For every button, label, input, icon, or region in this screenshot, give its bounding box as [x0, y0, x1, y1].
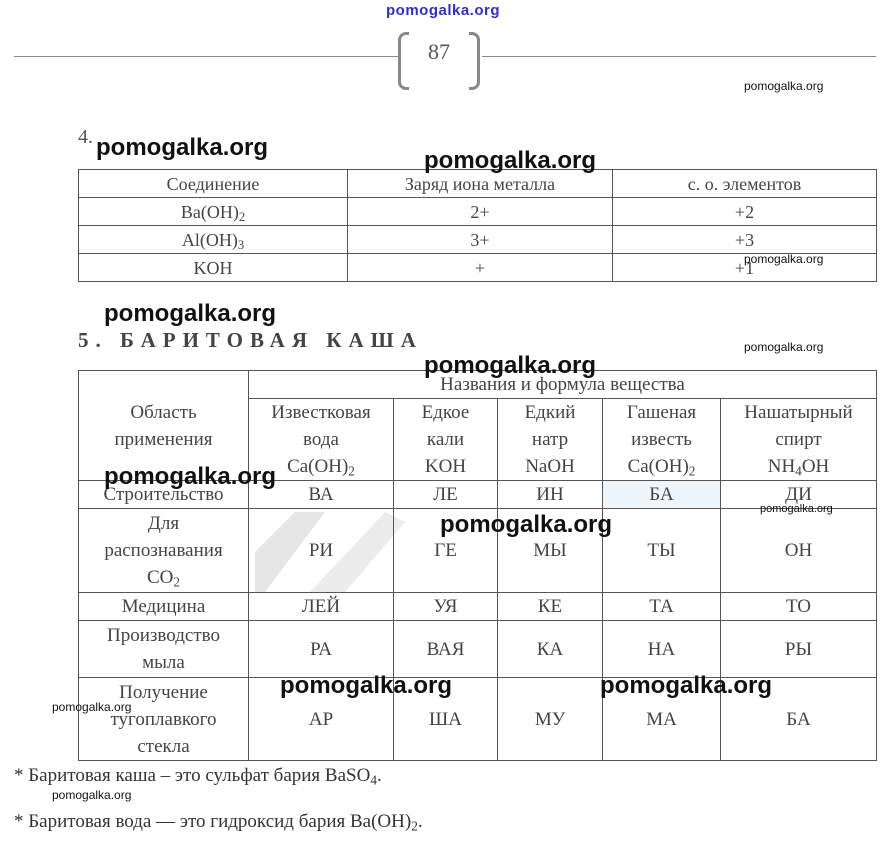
ox-cell: +1 — [613, 254, 877, 282]
watermark-text: pomogalka.org — [104, 463, 277, 490]
page-number: 87 — [428, 39, 450, 64]
substance-header-cell: Едкое кали KOH — [394, 399, 498, 481]
syllable-cell: НА — [603, 621, 721, 678]
syllable-cell: УЯ — [394, 593, 498, 621]
syllable-cell: ВАЯ — [394, 621, 498, 678]
ox-cell: +3 — [613, 226, 877, 254]
task5-table — [78, 370, 877, 761]
syllable-cell: ВА — [249, 481, 394, 509]
task4-number: 4. — [78, 126, 93, 148]
syllable-cell: МУ — [498, 678, 603, 761]
page-number-badge — [398, 30, 480, 84]
syllable-cell: РЫ — [721, 621, 877, 678]
substance-header-cell: Известковая вода $Ca(OH)_2$ — [249, 399, 394, 481]
substance-header-cell: Гашеная известь $Ca(OH)_2$ — [603, 399, 721, 481]
syllable-cell: ДИ — [721, 481, 877, 509]
footnote: * Баритовая вода — это гидроксид бария $Ba(OH)_2$. — [14, 811, 423, 834]
watermark-text: pomogalka.org — [744, 340, 824, 354]
table-row — [79, 198, 877, 226]
footnote: * Баритовая каша – это сульфат бария BaSO$_4$. — [14, 765, 382, 788]
header-cell: Соединение — [79, 170, 348, 198]
syllable-cell: КА — [498, 621, 603, 678]
ox-cell: +2 — [613, 198, 877, 226]
watermark-text: pomogalka.org — [600, 672, 773, 699]
table-row — [79, 621, 877, 678]
syllable-cell: ТА — [603, 593, 721, 621]
area-cell: Медицина — [79, 593, 249, 621]
watermark-text: pomogalka.org — [744, 252, 824, 266]
charge-cell: + — [348, 254, 613, 282]
watermark-text: pomogalka.org — [424, 352, 597, 379]
watermark-text: pomogalka.org — [760, 503, 833, 515]
table-row — [79, 593, 877, 621]
right-bracket-icon — [469, 32, 480, 90]
syllable-cell: ША — [394, 678, 498, 761]
compound-cell: KOH — [79, 254, 348, 282]
table-row — [79, 226, 877, 254]
header-cell: с. о. элементов — [613, 170, 877, 198]
syllable-cell: ГЕ — [394, 509, 498, 593]
syllable-cell: БА — [721, 678, 877, 761]
charge-cell: 3+ — [348, 226, 613, 254]
syllable-cell: АР — [249, 678, 394, 761]
header-cell: Заряд иона металла — [348, 170, 613, 198]
substance-header-cell: Нашатырный спирт $NH_4OH$ — [721, 399, 877, 481]
syllable-cell: БА — [603, 481, 721, 509]
watermark-text: pomogalka.org — [744, 79, 824, 93]
syllable-cell: РИ — [249, 509, 394, 593]
watermark-text: pomogalka.org — [52, 788, 132, 802]
header-rule-left — [14, 56, 398, 57]
syllable-cell: ТО — [721, 593, 877, 621]
syllable-cell: ОН — [721, 509, 877, 593]
compound-cell: $Ba(OH)_2$ — [79, 198, 348, 226]
syllable-cell: МА — [603, 678, 721, 761]
area-cell: Строительство — [79, 481, 249, 509]
watermark-text: pomogalka.org — [96, 134, 269, 161]
compound-cell: $Al(OH)_3$ — [79, 226, 348, 254]
syllable-cell: ИН — [498, 481, 603, 509]
watermark-text: pomogalka.org — [52, 700, 132, 714]
watermark-text: pomogalka.org — [424, 147, 597, 174]
group-header-cell: Названия и формула вещества — [249, 371, 877, 399]
header-rule-right — [482, 56, 876, 57]
syllable-cell: ЛЕЙ — [249, 593, 394, 621]
syllable-cell: ТЫ — [603, 509, 721, 593]
watermark-text: pomogalka.org — [280, 672, 453, 699]
area-cell: Производство мыла — [79, 621, 249, 678]
substance-header-cell: Едкий натр NaOH — [498, 399, 603, 481]
area-cell: Получение тугоплавкого стекла — [79, 678, 249, 761]
watermark-text: pomogalka.org — [440, 511, 613, 538]
charge-cell: 2+ — [348, 198, 613, 226]
area-header-cell: Область применения — [79, 371, 249, 481]
syllable-cell: ЛЕ — [394, 481, 498, 509]
syllable-cell: КЕ — [498, 593, 603, 621]
header-site-watermark: pomogalka.org — [386, 2, 501, 19]
syllable-cell: РА — [249, 621, 394, 678]
syllable-cell: МЫ — [498, 509, 603, 593]
area-cell: Для распознавания $CO_2$ — [79, 509, 249, 593]
task5-title: 5. БАРИТОВАЯ КАША — [78, 328, 423, 352]
watermark-text: pomogalka.org — [104, 300, 277, 327]
left-bracket-icon — [398, 32, 409, 90]
